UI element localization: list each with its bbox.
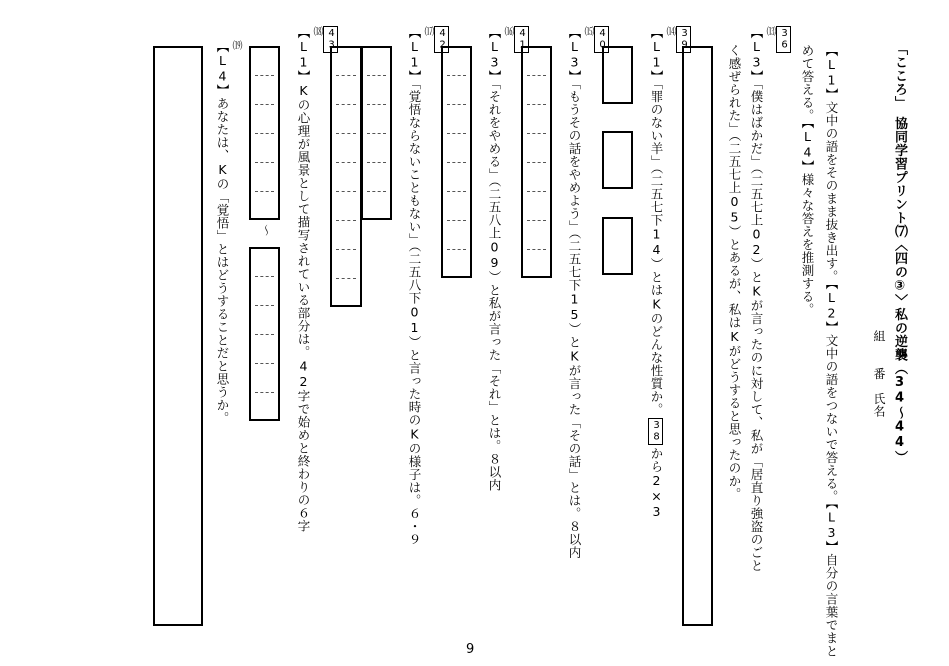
range-tilde: ～: [259, 224, 273, 236]
reference-box-number: 38: [648, 418, 663, 445]
question-box-number: 42: [434, 26, 449, 53]
class-name-label: 組 番 氏名: [872, 330, 886, 418]
instruction-line-2: めて答える。【L4】様々な答えを推測する。: [800, 44, 815, 316]
question-15: 40 ⒂ 【L3】「もうその話をやめよう」（二五七下15）とKが言った「その話」とは。８以内: [567, 26, 608, 559]
question-13: 36 ⒀ 【L3】「僕はばかだ」（二五七上02）とKが言ったのに対して、私が「居直り強盗のごと: [749, 26, 790, 572]
question-18: 43 ⒅ 【L1】Kの心理が風景として描写されている部分は。42字で始めと終わりの６字: [296, 26, 337, 533]
instruction-line-1: 【L1】文中の語をそのまま抜き出す。【L2】文中の語をつないで答える。【L3】自分の言葉でまと: [824, 44, 839, 658]
question-box-number: 41: [514, 26, 529, 53]
page-number: 9: [466, 642, 475, 657]
question-box-number: 36: [776, 26, 791, 53]
answer-grid-18-start[interactable]: [249, 46, 280, 220]
question-box-number: 39: [676, 26, 691, 53]
question-13-line-2: く感ぜられた」（二五七上05）とあるが、私はKがどうすると思ったのか。: [727, 44, 742, 501]
page-title: 「こころ」 協同学習プリント⑺〈四の③〉私の逆襲（34～44）: [892, 42, 907, 464]
answer-grid-18-end[interactable]: [249, 247, 280, 421]
question-17: 42 ⒄ 【L1】「覚悟ならないこともない」（二五八下01）と言った時のKの様子は。６・９: [407, 26, 448, 546]
answer-box-19[interactable]: [153, 46, 203, 626]
question-box-number: 40: [594, 26, 609, 53]
question-14: 39 ⒁ 【L1】「罪のない羊」（二五七下14）とはKのどんな性質か。38から2×3: [649, 26, 690, 520]
answer-grid-17-a[interactable]: [361, 46, 392, 220]
question-box-number: 43: [323, 26, 338, 53]
question-16: 41 ⒃ 【L3】「それをやめる」（二五八上09）と私が言った「それ」とは。８以内: [487, 26, 528, 492]
question-19: ⒆ 【L4】あなたは、Kの「覚悟」とはどうすることだと思うか。: [215, 40, 241, 425]
